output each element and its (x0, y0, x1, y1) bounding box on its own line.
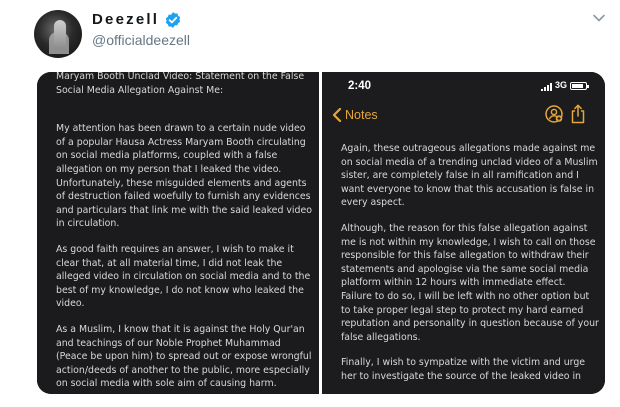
right-note-image[interactable] (322, 72, 605, 394)
left-note-paragraph: My attention has been drawn to a certain nude video of a popular Hausa Actress Maryam Booth circulating on social media platforms, coupled with a false allegation on my person that I leaked the video. Unfortunately, these misguided elements and agents of destruction failed woefully to furnish any evidences and particulars that link me with the said leaked video in circulation. (56, 123, 312, 230)
handle[interactable]: @officialdeezell (92, 32, 191, 48)
status-time: 2:40 (348, 80, 372, 92)
left-note-title: Maryam Booth Unclad Video: Statement on the False Social Media Allegation Against Me: (56, 72, 305, 96)
left-note-paragraph: As a Muslim, I know that it is against the Holy Qur'an and teachings of our Noble Prophet Muhammad (Peace be upon him) to spread out or expose wrongful action/deeds of another to the public, more especially on social media with sole aim of causing harm. (56, 323, 312, 390)
add-people-icon[interactable] (545, 105, 563, 123)
display-name[interactable]: Deezell (92, 11, 160, 28)
right-note-paragraph: Although, the reason for this false allegation against me is not within my knowledge, I wish to call on those responsible for this false allegation to withdraw their statements and apologise via the same social media platform within 12 hours with immediate effect. Failure to do so, I will be left with no other option but to take proper legal step to protect my hard earned reputation and personality in question because of your false allegations. (341, 222, 599, 343)
verified-badge-icon (164, 11, 182, 29)
right-note-body (341, 142, 599, 394)
battery-icon (570, 82, 587, 90)
share-icon[interactable] (570, 104, 586, 124)
right-note-paragraph: Finally, I wish to sympatize with the victim and urge her to investigate the source of the leaked video in (341, 357, 586, 382)
notes-back-button[interactable]: Notes (345, 108, 378, 122)
signal-icon (541, 83, 553, 91)
left-note-paragraph: As good faith requires an answer, I wish to make it clear that, at all material time, I did not leak the alleged video in circulation on social media and to the best of my knowledge, I do not know who leaked the video. (56, 243, 311, 310)
left-note-body (56, 72, 314, 394)
tweet-media[interactable] (37, 72, 605, 394)
right-note-paragraph: Again, these outrageous allegations made against me on social media of a trending unclad video of a Muslim sister, are completely false in all ramification and I want everyone to know that this accusation is false in every aspect. (341, 143, 598, 209)
avatar[interactable] (34, 10, 82, 58)
back-chevron-icon[interactable] (332, 108, 342, 122)
chevron-down-icon[interactable] (591, 10, 607, 26)
network-label: 3G (555, 80, 568, 90)
left-note-image[interactable] (37, 72, 319, 394)
avatar-figure (54, 20, 66, 50)
